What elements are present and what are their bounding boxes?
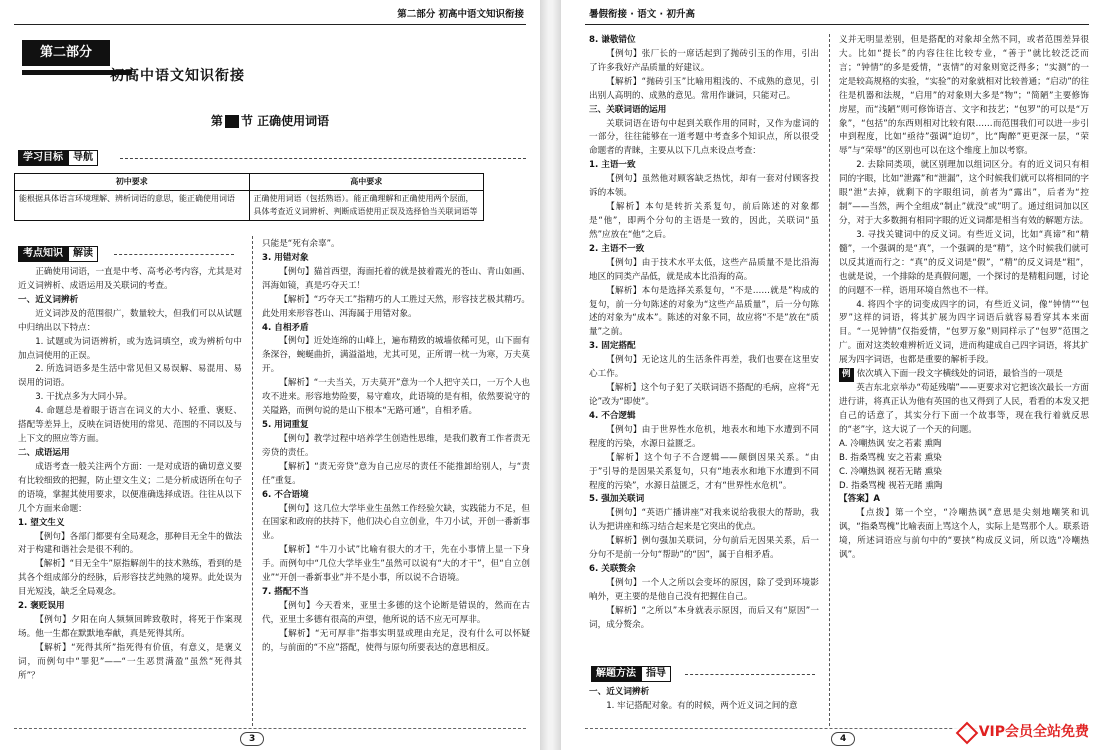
example-mark: 例 (839, 368, 854, 382)
paragraph: 【例句】一个人之所以会变坏的原因，除了受到环境影响外，更主要的是他自己没有把握住自己。 (589, 577, 819, 602)
paragraph: 【解析】本句是选择关系复句，“不是……就是”构成的复句，前一分句陈述的对象为“这些产品质量”，后一分句陈述的对象为“成本”。陈述的对象不同，故应将“不是”放在“质量”之前。 (589, 285, 819, 338)
subheading: 三、关联词语的运用 (589, 104, 667, 115)
subheading: 2. 褒贬误用 (18, 601, 65, 612)
paragraph: 【解析】这个句子不合逻辑——颠倒因果关系。“由于”引导的是因果关系复句，只有“地表水和地下水遭到不同程度的污染”，水源日益匮乏，才有“世界性水危机”。 (589, 452, 819, 491)
column-divider (252, 236, 253, 726)
paragraph: 2. 所选词语多是生活中常见但又易误解、易混用、易误用的词语。 (18, 364, 242, 389)
paragraph: 【解析】“一夫当关，万夫莫开”意为一个人把守关口，一万个人也攻不进来。形容地势险要，易守难攻，此语境的是有相，依然要说守的关隘路，而例句说的是山下根本“无路可通”，自相矛盾。 (262, 378, 530, 417)
goals-header-junior: 初中要求 (15, 174, 250, 191)
paragraph: 3. 干扰点多为大同小异。 (35, 392, 133, 403)
paragraph: A. 冷嘲热讽 安之若素 熏陶 (839, 438, 942, 449)
paragraph: 【例句】由于技术水平太低，这些产品质量不是比沿海地区的同类产品低，就是成本比沿海的高。 (589, 257, 819, 282)
subheading: 1. 主语一致 (589, 160, 636, 171)
paragraph: 【例句】今天看来，亚里士多德的这个论断是错误的，然而在古代，亚里士多德有很高的声望，他所说的话不应无可厚非。 (262, 600, 530, 625)
paragraph: B. 指桑骂槐 安之若素 熏染 (839, 452, 942, 463)
running-head: 暑假衔接 · 语文 · 初升高 (589, 9, 695, 20)
paragraph: 英吉东北京举办“苟延残喘”——更要求对它把该次最长一方面进行讲，将真正认为他有英国的也又得到了人民，看看的本发又把自己的话意了，其实分行下面一个故事等，现在我行着就反思的“老”字，这大说了一个天的问题。 (839, 383, 1089, 435)
paragraph: 1. 试题或为词语辨析，或为选词填空，或为辨析句中加点词使用的正误。 (18, 336, 242, 361)
paragraph: 近义词涉及的范围很广，数量较大，但我们可以从试题中归纳出以下特点： (18, 308, 242, 333)
running-head: 第二部分 初高中语文知识衔接 (397, 9, 524, 20)
header-rule (585, 24, 1089, 25)
paragraph: 【解析】“巧夺天工”指精巧的人工胜过天然，形容技艺极其精巧。此处用来形容苍山、洱海属于用错对象。 (262, 294, 530, 319)
paragraph: 【例句】各部门都要有全局观念，那种目无全牛的做法对于构建和谐社会是很不利的。 (18, 531, 242, 556)
paragraph: 【解析】“之所以”本身就表示原因，而后又有“原因”一词，成分赘余。 (589, 605, 819, 630)
paragraph: 1. 牢记搭配对象。有的时候，两个近义词之间的意 (606, 700, 798, 711)
paragraph: 【例句】无论这儿的生活条件再差，我们也要在这里安心工作。 (589, 355, 819, 380)
subheading: 1. 望文生义 (18, 517, 65, 528)
right-page (561, 0, 1101, 750)
paragraph: 4. 命题总是着眼于语言在词义的大小、轻重、褒贬、搭配等差异上，反映在词语使用的常见、范围的不同以及与上下文的照应等方面。 (18, 406, 242, 445)
paragraph: 【例句】猫首西望，海面托着的就是披着霞光的苍山、青山如画、洱海如镜，真是巧夺天工！ (262, 266, 530, 291)
knowledge-tag-rule (114, 254, 234, 255)
paragraph: 义并无明显差别，但是搭配的对象却全然不同，或者范围差异很大。比如“提长”的内容往往比较专业，“善于”就比较泛泛而言；“钟情”的多是爱情，“衷情”的对象则宽泛得多；“实测”的一定是较高规格的实验，“实验”的对象就相对比较普通；“启动”的往往是机器和法规，“启用”的对象则大多是“物”；“简陋”主要修饰房屋，而“浅陋”则可修饰语言、文字和技艺；“包罗”的可以是“万象”，“包括”的东西则相对比较有限……而范围我们可以进一步引申到程度，比如“亟待”强调“迫切”，比“陶醉”更更深一层，“荣辱”与“荣辱”的区别也可以在这个维度上加以考察。 (839, 35, 1089, 157)
left-column-1 (18, 266, 242, 726)
footer-rule (14, 728, 526, 740)
part-title: 初高中语文知识衔接 (110, 68, 245, 84)
subheading: 一、近义词辨析 (589, 687, 650, 697)
diamond-icon (955, 722, 978, 745)
subheading: 4. 自相矛盾 (262, 322, 309, 333)
subheading: 3. 用错对象 (262, 252, 309, 263)
subheading: 6. 不合语境 (262, 489, 309, 500)
paragraph: 【解析】“抛砖引玉”比喻用粗浅的、不成熟的意见，引出别人高明的、成熟的意见。常用作谦词，只能对己。 (589, 76, 819, 101)
paragraph: 关联词语在语句中起到关联作用的同时，又作为虚词的一部分，往往能够在一道考题中考查多个知识点，所以很受命题者的青睐，主要从以下几点来设点考查： (589, 118, 819, 157)
page-number: 3 (240, 732, 264, 746)
subheading: 一、近义词辨析 (18, 294, 79, 305)
subheading: 8. 谦敬错位 (589, 35, 636, 45)
paragraph: 【解析】“死得其所”指死得有价值，有意义，是褒义词，而例句中“罪犯”——“一生恶贯满盈”虽然“死得其所”？ (18, 642, 242, 681)
paragraph: 【例句】近处连绵的山峰上，遍布精致的城墙依稀可见，山下面有条深谷，蜿蜒曲折，满溢溢地，尤其可见，正所谓一枕一为寒，万夫莫开。 (262, 336, 530, 375)
goals-tag-rule (120, 158, 526, 159)
subheading: 2. 主语不一致 (589, 243, 645, 254)
paragraph: 【解析】“责无旁贷”意为自己应尽的责任不能推卸给别人，与“责任”重复。 (262, 461, 530, 486)
paragraph: 3. 寻找关键词中的反义词。有些近义词，比如“真谛”和“精髓”，一个强调的是“真”，一个强调的是“精”，这个时候我们就可以反其道而行之：“真”的反义词是“假”，“精”的反义词是“粗”，也就是说，一个排除的是真假问题，一个探讨的是精粗问题，讨论的问题不一样，语用环境自然也不一样。 (839, 229, 1089, 296)
goals-header-senior: 高中要求 (249, 174, 484, 191)
paragraph: 【点拨】第一个空，“冷嘲热讽”意思是尖刻地嘲笑和讥讽，“指桑骂槐”比喻表面上骂这个人，实际上是骂那个人。联系语境，所述词语应与前句中的“要挟”构成反义词，所以选“冷嘲热讽”。 (839, 508, 1089, 561)
paragraph: 【例句】由于世界性水危机，地表水和地下水遭到不同程度的污染，水源日益匮乏。 (589, 424, 819, 449)
right-column-1 (589, 34, 819, 662)
subheading: 7. 搭配不当 (262, 587, 309, 598)
paragraph: 【例句】“英语广播讲座”对我来说给我很大的帮助，我认为把讲座和练习结合起来是它突出的优点。 (589, 508, 819, 533)
paragraph: 【例句】夕阳在向人频频回眸致敬时，将死于作案现场。他一生都在默默地奉献，真是死得其所。 (18, 615, 242, 639)
knowledge-tag: 考点知识 解读 (18, 246, 98, 262)
right-column-2 (839, 34, 1089, 726)
paragraph: 【例句】张厂长的一席话起到了抛砖引玉的作用，引出了许多我好产品质量的好建议。 (589, 48, 819, 73)
subheading: 5. 用词重复 (262, 419, 309, 430)
left-column-2 (262, 238, 530, 726)
paragraph: 【例句】这几位大学毕业生虽然工作经验欠缺，实践能力不足，但在国家和政府的扶持下，他们决心自立创业，牛刀小试，开创一番新事业。 (262, 503, 530, 542)
subheading: 4. 不合逻辑 (589, 410, 636, 421)
paragraph: 例 依次填入下面一段文字横线处的词语，最恰当的一项是 (839, 368, 1089, 382)
paragraph: 【解析】“无可厚非”指事实明显或理由充足，没有什么可以怀疑的，与前面的“不应”搭配，使得与原句所要表达的意思相反。 (262, 628, 530, 653)
method-tag-rule (685, 674, 815, 675)
section-number-box (225, 115, 239, 128)
paragraph: 【解析】“牛刀小试”比喻有很大的才干，先在小事情上显一下身手。而例句中“几位大学毕业生”虽然可以说有“大的才干”，但“自立创业”“开创一番新事业”并不是小事，所以说不合语境。 (262, 545, 530, 584)
subheading: 【答案】A (839, 494, 881, 505)
section-title: 第 节 正确使用词语 (210, 114, 330, 128)
subheading: 6. 关联赘余 (589, 564, 636, 575)
subheading: 二、成语运用 (18, 447, 70, 458)
paragraph: D. 指桑骂槐 视若无睹 熏陶 (839, 480, 943, 491)
page-number: 4 (831, 732, 855, 746)
paragraph: 只能是“死有余辜”。 (262, 239, 340, 249)
paragraph: 【解析】这个句子犯了关联词语不搭配的毛病，应将“无论”改为“即使”。 (589, 383, 819, 407)
method-tag: 解题方法 指导 (591, 666, 671, 682)
subheading: 5. 强加关联词 (589, 494, 645, 505)
paragraph: 【例句】虽然他对顾客缺乏热忱，却有一套对付顾客投诉的本领。 (589, 174, 819, 199)
header-rule (14, 24, 526, 25)
book-gutter (540, 0, 561, 750)
paragraph: 【解析】本句是转折关系复句，前后陈述的对象都是“他”，即两个分句的主语是一致的，因此，关联词“虽然”应放在“他”之后。 (589, 202, 819, 240)
right-column-1-tail (589, 686, 819, 726)
vip-watermark[interactable] (953, 720, 1095, 746)
vip-watermark-text: VIP会员全站免费 (978, 724, 1089, 741)
paragraph: 4. 将四个字的词变成四字的词，有些近义词，像“钟情”“包罗”这样的词语，将其扩展为四字词语后就容易看穿其本来面目。“一见钟情”仅指爱情，“包罗万象”则同样示了“包罗”范围之广。面对这类较难辨析近义词，进而构建成自己四字词语，将其扩展为四字词语，也都是重要的解析手段。 (839, 299, 1089, 366)
goals-cell-junior: 能根据具体语言环境理解、辨析词语的意思，能正确使用词语 (15, 191, 250, 221)
left-page (0, 0, 540, 750)
subheading: 3. 固定搭配 (589, 341, 636, 352)
paragraph: 【解析】例句强加关联词，分句前后无因果关系，后一分句不是前一分句“帮助”的“因”，属于自相矛盾。 (589, 536, 819, 561)
column-divider (829, 34, 830, 726)
goals-table (14, 173, 484, 221)
paragraph: 2. 去除同类项，就区别理加以组词区分。有的近义词只有相同的字眼，比如“泄露”和“泄漏”，这个时候我们就可以将相同的字眼“泄”去掉，就剩下的字眼组词，前者为“露出”，后者为“控制”——当然，两个全组成“制止”就没“或”明了。通过组词加以区分，对于大多数拥有相同字眼的近义词都是相当有效的解题方法。 (839, 160, 1089, 226)
paragraph: 【例句】教学过程中培养学生创造性思维，是我们教育工作者责无旁贷的责任。 (262, 433, 530, 458)
goals-cell-senior: 正确使用词语（包括熟语）。能正确理解和正确使用两个层面，具体考查近义词辨析、判断成语使用正误及选择恰当关联词语等 (249, 191, 484, 221)
paragraph: C. 冷嘲热讽 视若无睹 熏染 (839, 466, 942, 477)
part-label: 第二部分 (22, 40, 110, 66)
paragraph: 正确使用词语，一直是中考、高考必考内容，尤其是对近义词辨析、成语运用及关联词的考查。 (18, 267, 242, 291)
paragraph: 成语考查一般关注两个方面：一是对成语的确切意义要有比较细致的把握，防止望文生义；二是分析成语所在句子的语境，掌握其使用要求，以便准确选择成语。往往从以下几个方面来命题： (18, 461, 242, 514)
paragraph: 【解析】“目无全牛”原指解剖牛的技术熟练，看到的是其各个组成部分的经脉，后形容技艺纯熟的境界。此处误为目光短浅，缺乏全局观念。 (18, 559, 242, 598)
goals-tag: 学习目标 导航 (18, 150, 98, 166)
